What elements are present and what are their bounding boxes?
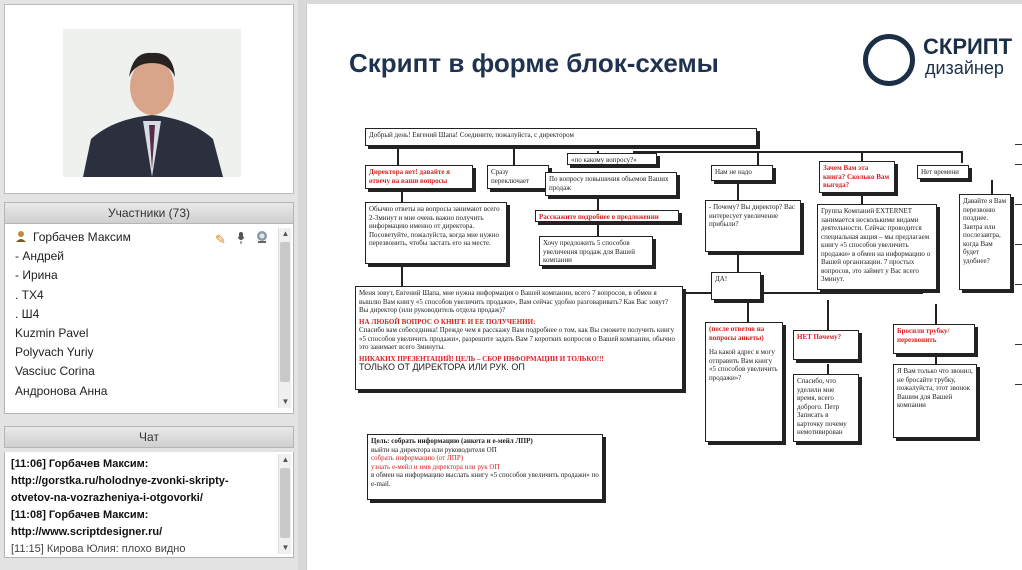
participant-name: Горбачев Максим [33,230,131,244]
participant-item[interactable]: Polyvach Yuriy [15,345,94,360]
phone-logo-icon [863,34,915,86]
participant-item[interactable]: . ТХ4 [15,287,44,302]
connector [935,304,937,324]
webcam-panel [4,4,294,194]
divider [1015,244,1022,245]
chat-line: [11:06] Горбачев Максим: [11,458,149,470]
scroll-up-icon[interactable]: ▲ [281,229,290,238]
chat-line: [11:08] Горбачев Максим: [11,509,149,521]
connector [633,151,961,153]
divider [1015,344,1022,345]
flow-box-why: - Почему? Вы директор? Вас интересует увеличение прибыли? [705,200,801,252]
presentation-slide [306,4,1022,570]
chat-link[interactable]: http://gorstka.ru/holodnye-zvonki-skripty- [11,475,229,487]
flow-box-tell-more: Расскажите подробнее о предложении [535,210,679,222]
slide-title: Скрипт в форме блок-схемы [349,48,719,78]
divider [1015,384,1022,385]
connector [401,190,403,202]
pencil-icon[interactable]: ✎ [215,232,226,247]
connector [597,196,599,210]
scroll-up-icon[interactable]: ▲ [281,455,290,464]
presenter-image [63,29,241,177]
flow-box-greeting: Добрый день! Евгений Шапа! Соедините, пожалуйста, с директором [365,128,757,146]
flow-box-offer: Хочу предложить 5 способов увеличения продаж для Вашей компании [539,236,653,266]
connector [757,151,759,165]
connector [747,300,749,322]
participant-item[interactable]: Kuzmin Pavel [15,326,89,341]
flow-box-call-later: Давайте я Вам перезвоню позднее. Завтра или послезавтра, когда Вам будет удобнее? [959,194,1011,290]
flow-box-why-book: Зачем Вам эта книга? Сколько Вам выгода? [819,161,895,193]
connector [827,300,829,330]
chat-scrollbar[interactable] [278,454,291,554]
divider [1015,204,1022,205]
chat-link[interactable]: otvetov-na-vozrazheniya-i-otgovorki/ [11,492,203,504]
participant-item[interactable]: - Ирина [15,268,58,283]
scroll-down-icon[interactable]: ▼ [281,543,290,552]
participants-scrollbar[interactable] [278,228,291,408]
connector [861,151,863,161]
scrollbar-thumb[interactable] [280,468,290,538]
chat-log [4,452,294,558]
connector [737,252,739,274]
camera-icon[interactable] [255,230,269,244]
flow-box-sales-question: По вопросу повышения объемов Ваших продаж [545,172,677,196]
divider [1015,284,1022,285]
connector [397,145,399,165]
flow-box-main-script: Меня зовут, Евгений Шапа, мне нужна информация о Вашей компании, всего 7 вопросов, в обмен я вышлю Вам книгу «5 способов увеличить продажи», Вам сейчас удобно разговаривать? Как Вас зовут? Вы директор (или руководитель отдела продаж)? НА ЛЮБОЙ ВОПРОС О КНИГЕ И ЕЕ ПОЛУЧЕНИИ: Спасибо вам собеседника! Прежде чем я расскажу Вам подробнее о том, как Вы сможете получить книгу «5 способов увеличить продажи», разрешите задать Вам 7 коротких вопросов о Вашей компании, обычно это занимает всего 3минуты. НИКАКИХ ПРЕЗЕНТАЦИЙ! ЦЕЛЬ – СБОР ИНФОРМАЦИИ И ТОЛЬКО!!! ТОЛЬКО ОТ ДИРЕКТОРА ИЛИ РУК. ОП [355,286,683,390]
flow-box-goal: Цель: собрать информацию (анкета и е-мейл ЛПР) выйти на директора или руководителя ОП собрать информацию (от ЛПР) узнать е-мейл и имя директора или рук ОП в обмен на информацию выслать книгу «5 способов увеличить продажи» по e-mail. [367,434,603,500]
divider [1015,164,1022,165]
flow-box-address: (после ответов на вопросы анкеты) На какой адрес я могу отправить Вам книгу «5 способов увеличить продажи»? [705,322,783,442]
flow-box-hung-up: Бросили трубку/ перезвонить [893,324,975,354]
flow-box-which-question: «по какому вопросу?» [567,153,657,165]
flow-box-hung-up-text: Я Вам только что звонил, не бросайте трубку, пожалуйста, этот звонок Вашим для Вашей компании [893,364,977,438]
connector [513,145,515,165]
brand-logo [863,32,1022,88]
connector [597,222,599,236]
flow-box-connect: Сразу переключает [487,165,549,189]
connector [401,264,403,286]
participant-item[interactable]: - Андрей [15,249,65,264]
user-icon [15,229,27,241]
flow-box-no-why: НЕТ Почему? [793,330,859,360]
logo-line2: дизайнер [925,58,1004,78]
participants-list [4,224,294,414]
flow-box-no-time: Нет времени [917,165,969,179]
chat-line: [11:15] Кирова Юлия: плохо видно [11,543,186,555]
left-sidebar [0,0,298,570]
divider [1015,144,1022,145]
participant-item[interactable] [15,228,293,247]
connector [861,194,863,204]
scrollbar-thumb[interactable] [280,242,290,382]
connector [961,151,963,163]
participant-item[interactable]: . Ш4 [15,306,40,321]
participant-item[interactable]: Андронова Анна [15,383,108,398]
presenter-video [63,29,241,177]
microphone-icon[interactable] [237,231,245,243]
flow-box-thanks-bye: Спасибо, что уделили мне время, всего доброго. Петр Записать в карточку почему немотивирован [793,374,859,442]
flow-box-group: Группа Компаний EXTERNET занимается несколькими видами деятельности. Сейчас проводится специальная акция – мы предлагаем книгу «5 способов увеличить продажи» в обмен на информацию о Вашей организации. 7 простых вопросов, это займет у Вас всего 3минут. [817,204,937,290]
scroll-down-icon[interactable]: ▼ [281,397,290,406]
connector [737,182,739,200]
participants-header[interactable]: Участники (73) [4,202,294,224]
logo-line1: СКРИПТ [923,34,1013,59]
chat-link[interactable]: http://www.scriptdesigner.ru/ [11,526,163,538]
flow-box-director-absent: Директора нет! давайте я отвечу на ваши вопросы [365,165,473,189]
connector [991,180,993,194]
flow-box-no-need: Нам не надо [711,165,773,181]
flow-box-usual-answer: Обычно ответы на вопросы занимают всего 2-3минут и мне очень важно получить информацию именно от директора. Посоветуйте, пожалуйста, когда мне нужно перезвонить, чтобы застать его на месте. [365,202,507,264]
flow-box-yes: ДА! [711,272,761,300]
chat-header[interactable]: Чат [4,426,294,448]
participant-item[interactable]: Vasciuc Corina [15,364,95,379]
